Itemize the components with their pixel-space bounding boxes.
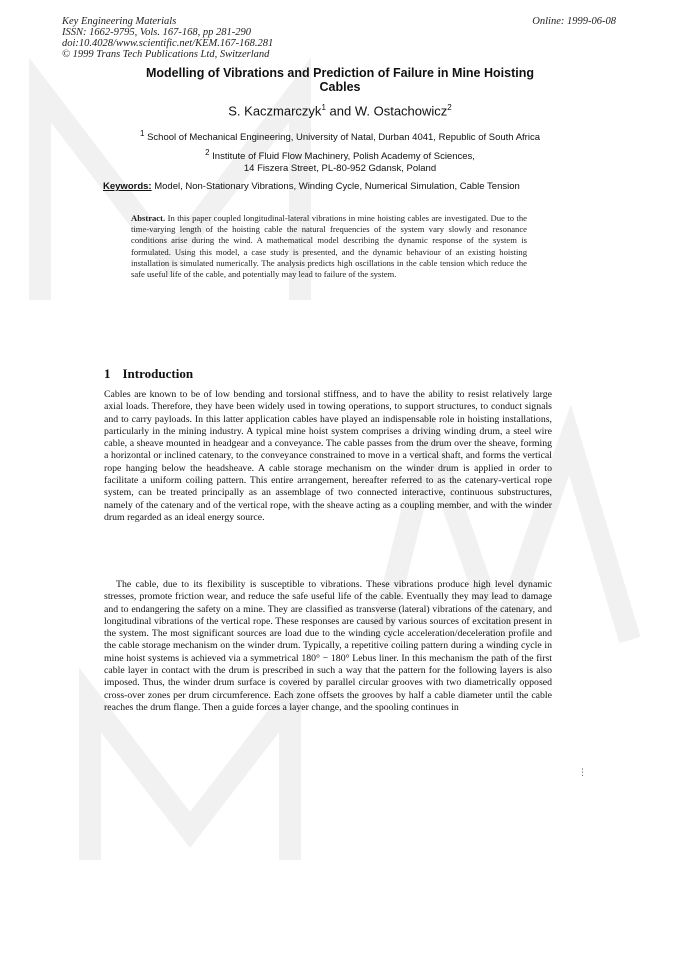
paragraph-1: Cables are known to be of low bending and torsional stiffness, and to have the ability to resist relatively large axial loads. Therefore, they have been widely used in towing operations, to support structures, to conduct signals and to carry payloads. In this latter application cables have played an indispensable role in hoisting installations, particularly in the mining industry. A typical mine hoist system comprises a driving winding drum, a steel wire cable, a sheave mounted in headgear and a conveyance. The cable passes from the drum over the sheave, forming a horizontal or inclined catenary, to the conveyance constrained to move in a vertical shaft, and forms the vertical rope hanging below the headsheave. A cable storage mechanism on the winder drum is applied in order to facilitate a uniform coiling pattern. This entire arrangement, hereafter referred to as the catenary-vertical rope system, can be treated principally as an assemblage of two connected interactive, continuous substructures, namely of the catenary and of the vertical rope, with the sheave acting as a coupling member, and with the winder drum regarded as an ideal energy source. <box>104 389 552 523</box>
keywords <box>103 181 553 192</box>
journal-name: Key Engineering Materials <box>62 16 177 27</box>
author-1: S. Kaczmarczyk <box>228 103 322 119</box>
title-line-2: Cables <box>319 80 361 94</box>
author-list <box>60 103 620 118</box>
paper-title <box>60 66 620 94</box>
journal-header <box>62 16 273 60</box>
watermark-stroke <box>90 700 290 860</box>
abstract <box>131 213 527 280</box>
affiliation-2-mark: 2 <box>205 148 210 157</box>
title-line-1: Modelling of Vibrations and Prediction of Failure in Mine Hoisting <box>146 66 534 80</box>
abstract-label: Abstract. <box>131 213 166 223</box>
doi-line: doi:10.4028/www.scientific.net/KEM.167-168.281 <box>62 38 274 49</box>
author-2: W. Ostachowicz <box>354 103 448 119</box>
affiliation-1-text: School of Mechanical Engineering, University of Natal, Durban 4041, Republic of South Africa <box>144 132 540 144</box>
affiliation-2-line-1: Institute of Fluid Flow Machinery, Polish Academy of Sciences, <box>209 151 475 163</box>
issn-line: ISSN: 1662-9795, Vols. 167-168, pp 281-290 <box>62 27 251 38</box>
author-1-affil-mark: 1 <box>321 103 326 112</box>
keywords-text: Model, Non-Stationary Vibrations, Winding Cycle, Numerical Simulation, Cable Tension <box>151 181 520 192</box>
author-2-affil-mark: 2 <box>447 103 452 112</box>
author-separator: and <box>325 103 355 119</box>
section-number: 1 <box>104 366 111 381</box>
section-heading <box>104 366 193 382</box>
affiliation-1-mark: 1 <box>140 129 145 138</box>
page-corner-mark: ⋮ <box>578 768 587 778</box>
copyright-line: © 1999 Trans Tech Publications Ltd, Switzerland <box>62 49 270 60</box>
keywords-label: Keywords: <box>103 181 152 192</box>
affiliation-2-line-2: 14 Fiszera Street, PL-80-952 Gdansk, Poland <box>243 162 437 174</box>
affiliation-2 <box>60 147 620 174</box>
online-date: Online: 1999-06-08 <box>532 16 616 27</box>
section-title: Introduction <box>122 366 194 381</box>
affiliation-1 <box>60 128 620 144</box>
paragraph-2: The cable, due to its flexibility is susceptible to vibrations. These vibrations produce high level dynamic stresses, promote friction wear, and reduce the safe useful life of the cable. Eventually they may lead to damage and to endangering the safety on a mine. They are classified as transverse (lateral) vibrations of the catenary, and longitudinal vibrations of the vertical rope. These responses are caused by various sources of excitation present in the system. The most significant sources are load due to the winding cycle acceleration/deceleration profile and the cable storage mechanism on the winder drum. Typically, a repetitive coiling pattern during a winding cycle in mine hoist systems is achieved via a symmetrical 180° − 180° Lebus liner. In this mechanism the path of the first cable layer in contact with the drum is prescribed in such a way that the pattern for the following layers is also imposed. Thus, the winder drum surface is covered by parallel circular grooves with two diametrically opposed cross-over zones per drum circumference. Each zone offsets the grooves by half a cable diameter until the cable reaches the drum flange. Then a guide forces a layer change, and the spooling continues in <box>104 579 552 713</box>
abstract-text: In this paper coupled longitudinal-lateral vibrations in mine hoisting cables are investigated. Due to the time-varying length of the hoisting cable the natural frequencies of the system vary slowly and resonance conditions arise during the wind. A mathematical model describing the dynamic response of the system is formulated. Using this model, a case study is presented, and the dynamic behaviour of an existing hoisting installation is simulated numerically. The analysis predicts high oscillations in the cable tension which reduce the safe useful life of the cable, and potentially may lead to failure of the system. <box>131 213 527 280</box>
